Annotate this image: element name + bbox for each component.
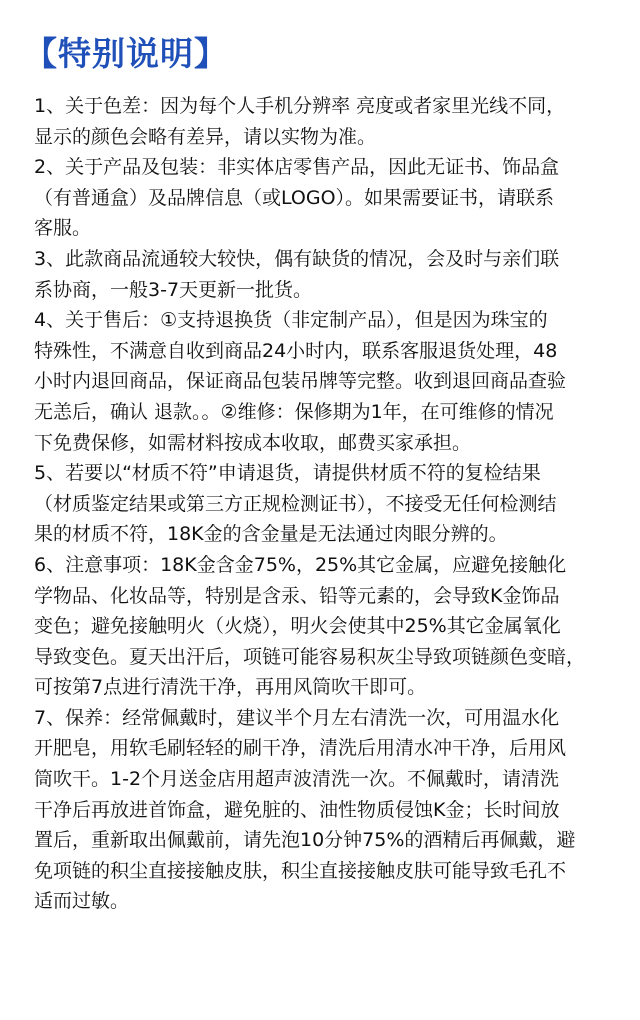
note-stock: 3、此款商品流通较大较快，偶有缺货的情况，会及时与亲们联 系协商，一般3-7天更新一批货。 — [34, 247, 560, 301]
note-maintenance: 7、保养：经常佩戴时，建议半个月左右清洗一次，可用温水化 开肥皂，用软毛刷轻轻的刷干净，清洗后用清水冲干净，后用风 筒吹干。1-2个月送金店用超声波清洗一次。不佩戴时，请清洗 干净后再放进首饰盒，避免脏的、油性物质侵蚀K金；长时间放 置后，重新取出佩戴前，请先泡10分钟75%的酒精后再佩戴，避 免项链的积尘直接接触皮肤，积尘直接接触皮肤可能导致毛孔不 适而过敏。 — [34, 706, 576, 913]
note-material-return: 5、若要以“材质不符”申请退货，请提供材质不符的复检结果 （材质鉴定结果或第三方正规检测证书），不接受无任何检测结 果的材质不符，18K金的含金量是无法通过肉眼分辨的。 — [34, 462, 557, 546]
notes-body — [34, 91, 614, 917]
page-title: 【特别说明】 — [24, 34, 228, 73]
note-after-sales: 4、关于售后：①支持退换货（非定制产品），但是因为珠宝的 特殊性，不满意自收到商品24小时内，联系客服退货处理，48 小时内退回商品，保证商品包装吊牌等完整。收到退回商品查验 无恙后，确认 退款。。②维修：保修期为1年，在可维修的情况 下免费保修，如需材料按成本收取，邮费买家承担。 — [34, 309, 567, 454]
note-color-difference: 1、关于色差：因为每个人手机分辨率 亮度或者家里光线不同， 显示的颜色会略有差异，请以实物为准。 — [34, 95, 566, 148]
note-product-packaging: 2、关于产品及包装：非实体店零售产品，因此无证书、饰品盒 （有普通盒）及品牌信息（或LOGO）。如果需要证书，请联系 客服。 — [34, 156, 560, 240]
note-precautions: 6、注意事项：18K金含金75%，25%其它金属，应避免接触化 学物品、化妆品等，特别是含汞、铅等元素的，会导致K金饰品 变色；避免接触明火（火烧），明火会使其中25%其它金属氧化 导致变色。夏天出汗后，项链可能容易积灰尘导致项链颜色变暗， 可按第7点进行清洗干净，再用风筒吹干即可。 — [34, 553, 586, 699]
